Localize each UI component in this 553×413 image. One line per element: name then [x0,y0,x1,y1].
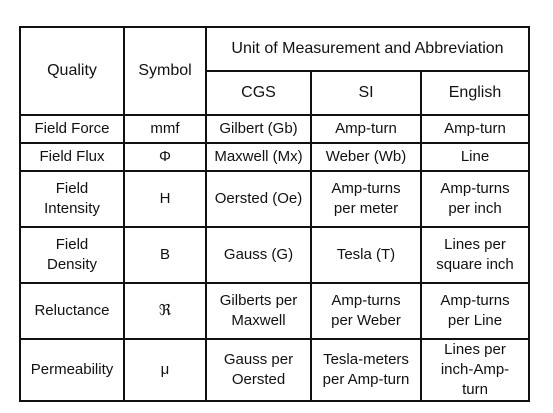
cell-english: Amp-turns per Line [421,283,529,339]
cell-quality: Permeability [20,339,124,401]
cell-cgs: Gilberts per Maxwell [206,283,311,339]
cell-cgs: Gauss (G) [206,227,311,283]
units-table [19,26,530,402]
cell-symbol: ℜ [124,283,206,339]
cell-symbol: B [124,227,206,283]
cell-symbol: mmf [124,115,206,143]
cell-cgs: Maxwell (Mx) [206,143,311,171]
header-unit-group: Unit of Measurement and Abbreviation [206,27,529,71]
table-row [20,115,529,143]
cell-symbol: Φ [124,143,206,171]
cell-symbol: μ [124,339,206,401]
cell-si: Amp-turns per meter [311,171,421,227]
cell-cgs: Gilbert (Gb) [206,115,311,143]
cell-si: Weber (Wb) [311,143,421,171]
cell-si: Tesla (T) [311,227,421,283]
cell-english: Lines per square inch [421,227,529,283]
header-english: English [421,71,529,115]
table-row [20,227,529,283]
cell-quality: Field Force [20,115,124,143]
cell-quality: Reluctance [20,283,124,339]
header-quality: Quality [20,27,124,115]
cell-symbol: H [124,171,206,227]
header-si: SI [311,71,421,115]
cell-cgs: Oersted (Oe) [206,171,311,227]
table-row [20,171,529,227]
cell-quality: Field Density [20,227,124,283]
header-row-top [20,27,529,71]
cell-cgs: Gauss per Oersted [206,339,311,401]
cell-quality: Field Flux [20,143,124,171]
cell-english: Line [421,143,529,171]
header-cgs: CGS [206,71,311,115]
cell-si: Tesla-meters per Amp-turn [311,339,421,401]
cell-english: Lines per inch-Amp- turn [421,339,529,401]
cell-si: Amp-turn [311,115,421,143]
cell-si: Amp-turns per Weber [311,283,421,339]
cell-quality: Field Intensity [20,171,124,227]
table-row [20,339,529,401]
table-row [20,143,529,171]
header-symbol: Symbol [124,27,206,115]
table-row [20,283,529,339]
cell-english: Amp-turns per inch [421,171,529,227]
cell-english: Amp-turn [421,115,529,143]
